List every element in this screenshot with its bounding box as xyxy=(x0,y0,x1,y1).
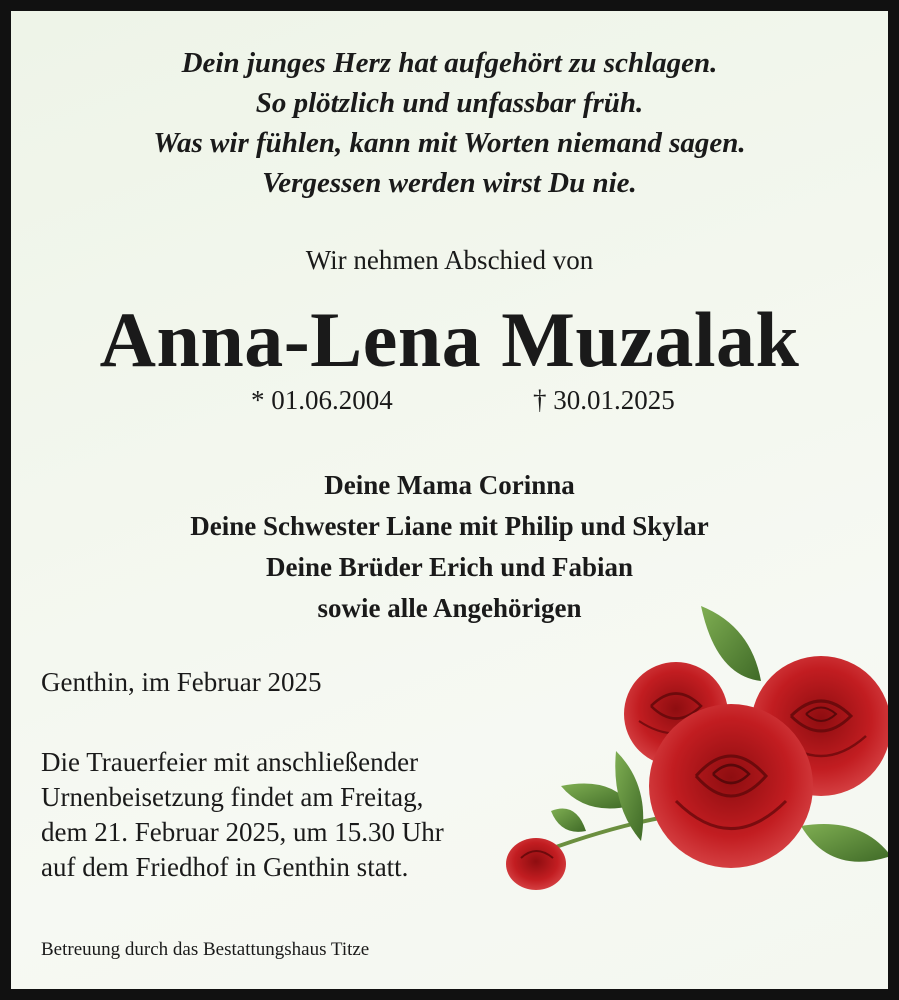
service-line: Urnenbeisetzung findet am Freitag, xyxy=(41,782,424,812)
farewell-intro: Wir nehmen Abschied von xyxy=(305,245,594,275)
service-line: Die Trauerfeier mit anschließender xyxy=(41,747,419,777)
poem xyxy=(11,43,888,203)
poem-line: Vergessen werden wirst Du nie. xyxy=(262,167,637,199)
funeral-service-info xyxy=(41,745,444,885)
service-line: dem 21. Februar 2025, um 15.30 Uhr xyxy=(41,817,444,847)
poem-line: Dein junges Herz hat aufgehört zu schlagen. xyxy=(181,47,718,79)
mourner-line: Deine Brüder Erich und Fabian xyxy=(265,552,634,582)
mourner-line: sowie alle Angehörigen xyxy=(317,593,582,623)
mourner-line: Deine Mama Corinna xyxy=(324,470,575,500)
funeral-home-credit: Betreuung durch das Bestattungshaus Titze xyxy=(41,939,370,960)
place-and-date: Genthin, im Februar 2025 xyxy=(41,667,322,697)
deceased-name: Anna-Lena Muzalak xyxy=(99,296,800,383)
poem-line: Was wir fühlen, kann mit Worten niemand sagen. xyxy=(153,127,746,159)
birth-date: * 01.06.2004 xyxy=(251,385,393,415)
red-roses-image xyxy=(491,596,899,916)
mourner-line: Deine Schwester Liane mit Philip und Skylar xyxy=(190,511,709,541)
service-line: auf dem Friedhof in Genthin statt. xyxy=(41,852,409,882)
poem-line: So plötzlich und unfassbar früh. xyxy=(255,87,644,119)
death-date: † 30.01.2025 xyxy=(533,385,675,415)
